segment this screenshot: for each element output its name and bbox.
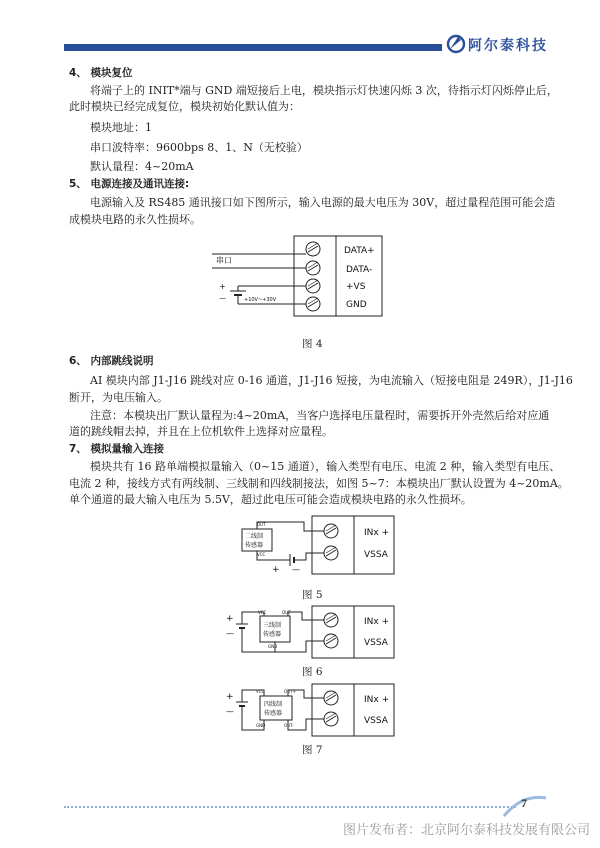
sec6-note-line2: 道的跳线帽去掉，并且在上位机软件上选择对应量程。 xyxy=(69,425,333,438)
sec7-paragraph-line3: 单个通道的最大输入电压为 5.5V，超过此电压可能会造成模块电路的永久性损坏。 xyxy=(69,493,472,506)
gnd-label: GND xyxy=(268,644,278,649)
out-label: OUT xyxy=(257,522,266,527)
terminal-gnd: GND xyxy=(346,300,367,310)
terminal-vssa: VSSA xyxy=(364,716,388,726)
vcc-label: VCC xyxy=(256,689,265,694)
page-number: 7 xyxy=(521,796,527,810)
figure-4-power-rs485-diagram xyxy=(200,228,410,320)
figure-6-caption: 图 6 xyxy=(302,666,323,678)
sensor-label-line2: 传感器 xyxy=(264,710,283,717)
terminal-block xyxy=(312,606,394,658)
company-logo xyxy=(446,33,556,55)
plus-label: + xyxy=(272,565,280,575)
publisher-watermark: 图片发布者：北京阿尔泰科技发展有限公司 xyxy=(342,823,590,838)
serial-port-label: 串口 xyxy=(216,256,232,265)
terminal-data-plus: DATA+ xyxy=(344,246,375,256)
sensor-label-line1: 三线制 xyxy=(263,622,282,629)
plus-label: + xyxy=(226,692,234,702)
terminal-data-minus: DATA- xyxy=(346,265,373,275)
sec6-paragraph-line2: 断开，为电压输入。 xyxy=(69,391,168,404)
terminal-inx-plus: INx + xyxy=(364,617,390,627)
figure-4-caption: 图 4 xyxy=(302,338,323,350)
sec7-paragraph-line1: 模块共有 16 路单端模拟量输入（0~15 通道），输入类型有电压、电流 2 种，输入类型有电压、 xyxy=(90,460,561,473)
minus-label: — xyxy=(226,629,234,638)
header-bar xyxy=(64,44,442,51)
sec4-paragraph-line2: 此时模块已经完成复位，模块初始化默认值为： xyxy=(69,100,300,113)
terminal-vssa: VSSA xyxy=(364,550,388,560)
sec4-default-baud: 串口波特率：9600bps 8、1、N（无校验） xyxy=(90,141,308,154)
sec5-paragraph-line2: 成模块电路的永久性损坏。 xyxy=(69,213,201,226)
logo-mark-icon xyxy=(446,34,466,54)
section-7-title: 7、 模拟量输入连接 xyxy=(69,443,164,455)
vcc-label: VCC xyxy=(257,552,266,557)
sec7-paragraph-line2: 电流 2 种，接线方式有两线制、三线制和四线制接法，如图 5~7：本模块出厂默认设置为 4~20mA。 xyxy=(69,477,569,490)
sensor-label-line2: 传感器 xyxy=(263,631,282,638)
plus-label: + xyxy=(226,614,234,624)
sensor-label-line1: 二线制 xyxy=(245,533,264,540)
sensor-box xyxy=(260,616,290,642)
terminal-block xyxy=(312,684,394,736)
section-6-title: 6、 内部跳线说明 xyxy=(69,355,154,367)
sec4-default-range: 默认量程：4~20mA xyxy=(90,160,194,173)
company-name: 阿尔泰科技 xyxy=(468,38,548,54)
gnd-label: GND xyxy=(256,723,266,728)
power-minus-label: — xyxy=(219,294,226,302)
vcc-label: VCC xyxy=(258,610,267,615)
section-5-title: 5、 电源连接及通讯连接: xyxy=(69,178,190,190)
power-plus-label: + xyxy=(219,282,226,291)
figure-5-caption: 图 5 xyxy=(302,589,323,601)
sec6-paragraph-line1: AI 模块内部 J1-J16 跳线对应 0-16 通道，J1-J16 短接，为电流输入（短接电阻是 249R），J1-J16 xyxy=(90,374,573,387)
figure-7-four-wire-diagram xyxy=(222,682,400,740)
section-4-title: 4、 模块复位 xyxy=(69,67,133,79)
out-minus-label: OUT- xyxy=(284,723,294,728)
sensor-label-line2: 传感器 xyxy=(245,542,264,549)
terminal-vssa: VSSA xyxy=(364,638,388,648)
sec5-paragraph-line1: 电源输入及 RS485 通讯接口如下图所示，输入电源的最大电压为 30V，超过量程范围可能会造 xyxy=(90,196,556,209)
minus-label: — xyxy=(226,707,234,716)
sec6-note-line1: 注意：本模块出厂默认量程为:4~20mA，当客户选择电压量程时，需要拆开外壳然后给对应通 xyxy=(90,409,550,422)
terminal-block xyxy=(312,516,394,574)
terminal-vs: +VS xyxy=(346,282,366,292)
terminal-inx-plus: INx + xyxy=(364,695,390,705)
sensor-label-line1: 四线制 xyxy=(264,701,283,708)
sec4-default-address: 模块地址：1 xyxy=(90,121,152,134)
figure-6-three-wire-diagram xyxy=(222,604,400,662)
terminal-inx-plus: INx + xyxy=(364,528,390,538)
voltage-range-label: +10V~+30V xyxy=(244,297,277,303)
out-label: OUT xyxy=(282,610,291,615)
sec4-paragraph-line1: 将端子上的 INIT*端与 GND 端短接后上电，模块指示灯快速闪烁 3 次，待指示灯闪烁停止后， xyxy=(90,84,558,97)
figure-7-caption: 图 7 xyxy=(302,744,323,756)
out-plus-label: OUT+ xyxy=(284,689,296,694)
footer-dotted-line xyxy=(64,806,516,808)
figure-5-two-wire-diagram xyxy=(230,514,400,580)
minus-label: — xyxy=(292,565,300,574)
